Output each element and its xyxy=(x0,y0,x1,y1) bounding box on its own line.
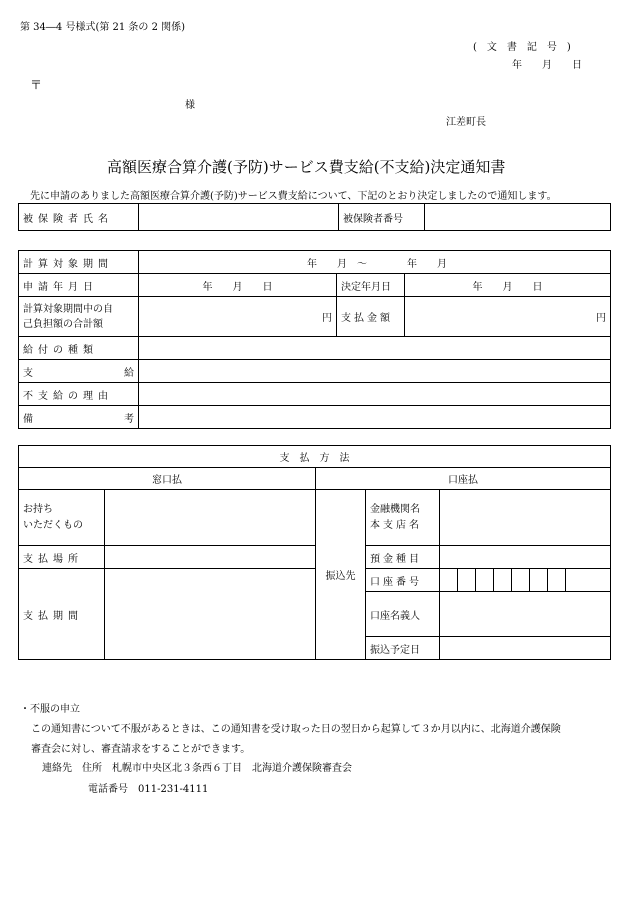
insured-name-label: 被保険者氏名 xyxy=(19,204,139,231)
remarks-value xyxy=(139,406,611,429)
postal-mark: 〒 xyxy=(30,78,43,92)
apply-date-label: 申請年月日 xyxy=(19,274,139,297)
reason-label: 不支給の理由 xyxy=(19,383,139,406)
payment-method-table xyxy=(18,445,611,660)
transfer-to-label: 振込先 xyxy=(316,490,366,660)
bring-label-line2: いただくもの xyxy=(23,519,83,531)
account-holder-label: 口座名義人 xyxy=(366,592,440,637)
benefit-type-label: 給付の種類 xyxy=(19,337,139,360)
contact-phone: 電話番号 011-231-4111 xyxy=(88,784,209,795)
bank-name-value xyxy=(440,490,611,546)
pay-amount-label: 支払金額 xyxy=(337,297,405,337)
bank-name-label-line1: 金融機関名 xyxy=(370,503,420,515)
bank-payment-header: 口座払 xyxy=(316,468,611,490)
account-digit-6 xyxy=(530,569,548,592)
account-digit-1 xyxy=(440,569,458,592)
insured-number-label: 被保険者番号 xyxy=(339,204,425,231)
bank-name-label-line2: 本支店名 xyxy=(370,519,422,531)
period-value: 年 月 ～ 年 月 xyxy=(139,251,611,274)
insured-number-value xyxy=(425,204,611,231)
page-title: 高額医療合算介護(予防)サービス費支給(不支給)決定通知書 xyxy=(107,158,506,176)
contact-address: 連絡先 住所 札幌市中央区北３条西６丁目 北海道介護保険審査会 xyxy=(42,763,352,774)
payment-value xyxy=(139,360,611,383)
account-digit-5 xyxy=(512,569,530,592)
apply-date-value: 年 月 日 xyxy=(139,274,337,297)
account-holder-value xyxy=(440,592,611,637)
payment-method-header: 支 払 方 法 xyxy=(19,446,611,468)
appeal-heading: ・不服の申立 xyxy=(20,704,80,715)
benefit-type-value xyxy=(139,337,611,360)
burden-amount-yen: 円 xyxy=(139,297,337,337)
deposit-type-value xyxy=(440,546,611,569)
issuer-name: 江差町長 xyxy=(446,117,486,128)
issue-date: 年 月 日 xyxy=(512,60,582,71)
document-code: ( 文 書 記 号 ) xyxy=(473,42,571,53)
account-digit-3 xyxy=(476,569,494,592)
transfer-date-label: 振込予定日 xyxy=(366,637,440,660)
burden-label-line1: 計算対象期間中の自 xyxy=(23,303,113,315)
insured-table xyxy=(18,203,611,231)
detail-table xyxy=(18,250,611,429)
payment-place-value xyxy=(105,546,316,569)
reason-value xyxy=(139,383,611,406)
period-label: 計算対象期間 xyxy=(19,251,139,274)
payment-period-value xyxy=(105,569,316,660)
bring-label-line1: お持ち xyxy=(23,503,53,515)
account-number-label: 口座番号 xyxy=(366,569,440,592)
account-digit-2 xyxy=(458,569,476,592)
payment-period-label: 支払期間 xyxy=(19,569,105,660)
deposit-type-label: 預金種目 xyxy=(366,546,440,569)
insured-name-value xyxy=(139,204,339,231)
account-number-rest xyxy=(566,569,611,592)
account-digit-4 xyxy=(494,569,512,592)
counter-payment-header: 窓口払 xyxy=(19,468,316,490)
burden-label-line2: 己負担額の合計額 xyxy=(23,318,103,330)
decision-date-value: 年 月 日 xyxy=(405,274,611,297)
addressee-suffix: 様 xyxy=(185,100,195,111)
account-digit-7 xyxy=(548,569,566,592)
pay-amount-yen: 円 xyxy=(405,297,611,337)
payment-label: 支給 xyxy=(19,360,139,383)
bring-value xyxy=(105,490,316,546)
appeal-line1: この通知書について不服があるときは、この通知書を受け取った日の翌日から起算して３か月以内に、北海道介護保険 xyxy=(31,724,561,735)
decision-date-label: 決定年月日 xyxy=(337,274,405,297)
form-number: 第 34―4 号様式(第 21 条の 2 関係) xyxy=(20,22,186,33)
remarks-label: 備考 xyxy=(19,406,139,429)
intro-text: 先に申請のありました高額医療合算介護(予防)サービス費支給について、下記のとおり決定しましたので通知します。 xyxy=(30,191,557,202)
payment-place-label: 支払場所 xyxy=(19,546,105,569)
transfer-date-value xyxy=(440,637,611,660)
appeal-line2: 審査会に対し、審査請求をすることができます。 xyxy=(31,744,251,755)
